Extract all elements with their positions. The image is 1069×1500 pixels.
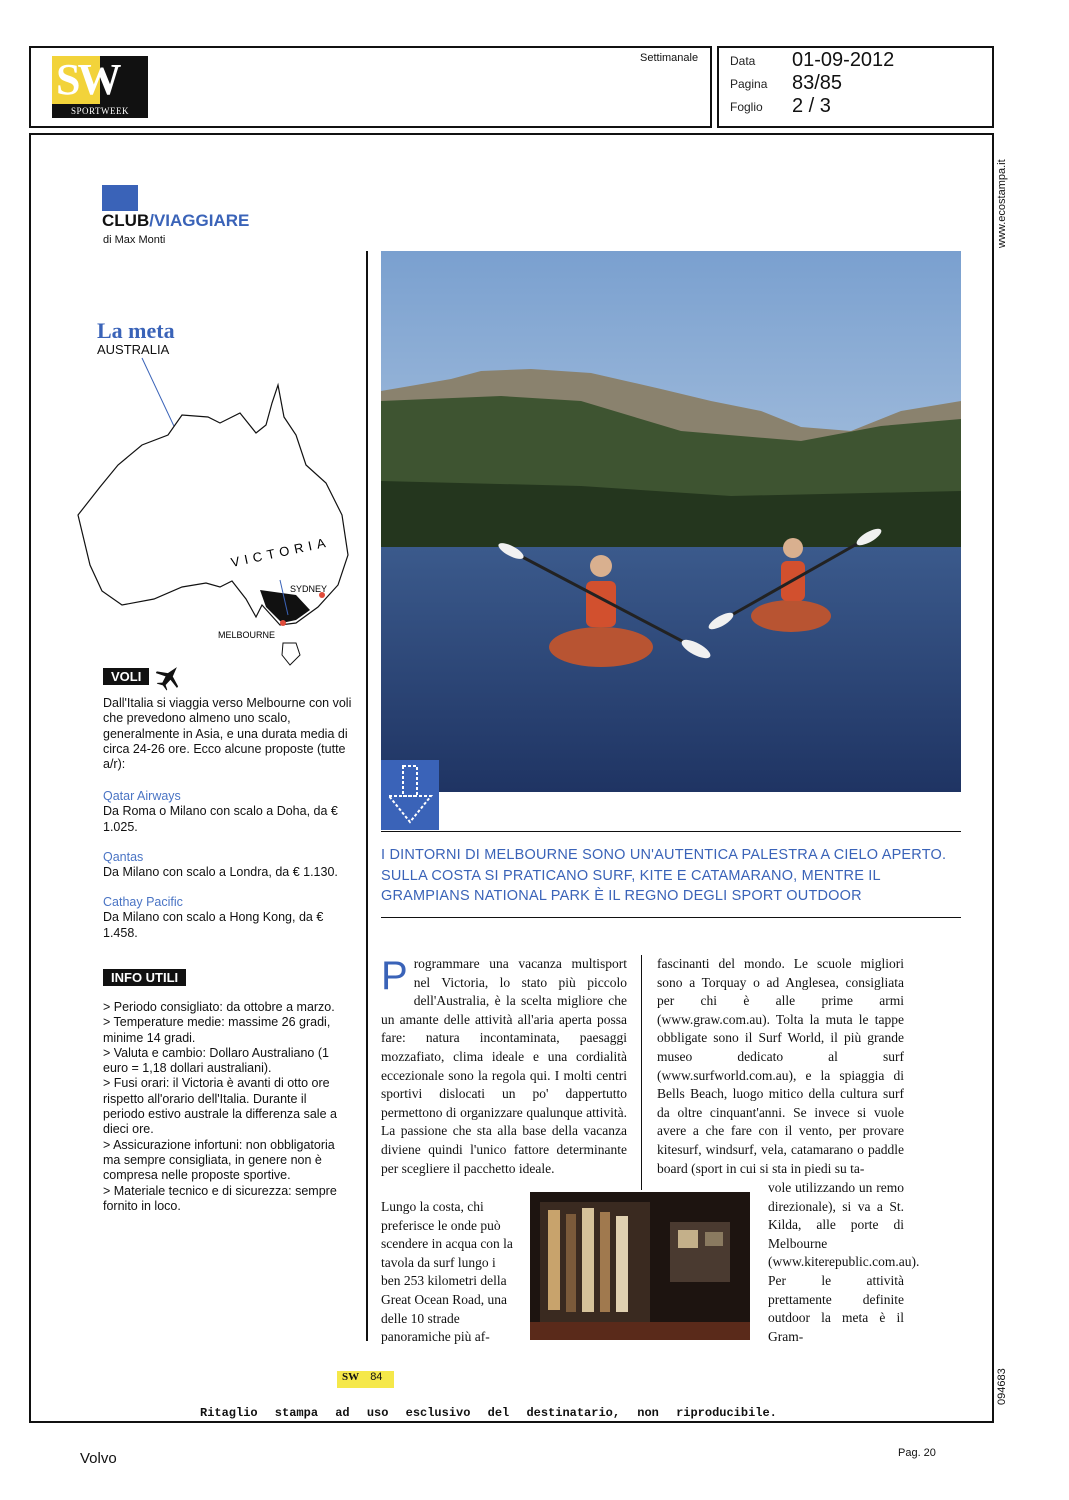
airplane-icon: [156, 663, 184, 691]
article-deck: I DINTORNI DI MELBOURNE SONO UN'AUTENTICA PALESTRA A CIELO APERTO. SULLA COSTA SI PRATICANO SURF, KITE E CATAMARANO, MENTRE IL GRAMPIANS NATIONAL PARK È IL REGNO DEGLI SPORT OUTDOOR: [381, 847, 947, 904]
page-marker: SW 84: [337, 1371, 394, 1388]
airline-name: Qatar Airways: [103, 789, 181, 803]
client-name: Volvo: [80, 1450, 117, 1467]
info-item: > Valuta e cambio: Dollaro Australiano (1 euro = 1,18 dollari australiani).: [103, 1045, 329, 1076]
kayak-photo: [381, 251, 961, 792]
info-item: > Fusi orari: il Victoria è avanti di otto ore rispetto all'orario dell'Italia. Durante il periodo estivo australe la differenza sale a dieci ore.: [103, 1076, 337, 1137]
info-item: > Periodo consigliato: da ottobre a marzo.: [103, 1000, 335, 1014]
section-title: CLUB/VIAGGIARE: [102, 211, 250, 230]
airline-detail: Da Roma o Milano con scalo a Doha, da € 1.025.: [103, 804, 338, 834]
map-label-sydney: SYDNEY: [290, 584, 328, 594]
frequency-label: Settimanale: [640, 52, 699, 64]
page-number: Pag. 20: [898, 1447, 936, 1459]
meta-country: AUSTRALIA: [97, 342, 170, 357]
info-list: [103, 1000, 348, 1214]
airline-name: Qantas: [103, 850, 144, 864]
article-col-1-b: Lungo la costa, chi preferisce le onde può scendere in acqua con la tavola da surf lungo i ben 253 kilometri della Great Ocean Road, una delle 10 strade panoramiche più af-: [381, 1199, 513, 1345]
article-column-rule: [641, 955, 642, 1190]
map-label-victoria: VICTORIA: [229, 534, 332, 570]
info-heading: [103, 969, 186, 987]
airline-entry: [103, 895, 353, 941]
side-code: 094683: [996, 1368, 1008, 1405]
clipping-disclaimer: Ritaglio stampa ad uso esclusivo del destinatario, non riproducibile.: [200, 1406, 777, 1420]
airline-entry: [103, 850, 353, 881]
data-label: Data: [730, 54, 756, 68]
airline-detail: Da Milano con scalo a Londra, da € 1.130.: [103, 865, 338, 880]
airline-entry: [103, 789, 353, 835]
sportweek-logo: SW SPORTWEEK: [52, 56, 148, 118]
voli-heading: [103, 663, 184, 691]
foglio-value: 2 / 3: [792, 95, 831, 117]
info-item: > Temperature medie: massime 26 gradi, minime 14 gradi.: [103, 1015, 331, 1045]
info-item: > Assicurazione infortuni: non obbligatoria ma sempre consigliata, in genere non è compresa nelle proposte sportive.: [103, 1137, 335, 1183]
pagina-value: 83/85: [792, 72, 843, 94]
voli-intro: Dall'Italia si viaggia verso Melbourne con voli che prevedono almeno uno scalo, generalmente in Asia, e una durata media di circa 24-26 ore. Ecco alcune proposte (tutte a/r):: [103, 696, 352, 772]
arrow-down-badge: [381, 760, 439, 830]
data-value: 01-09-2012: [792, 49, 895, 71]
column-divider: [366, 251, 368, 1341]
byline: di Max Monti: [103, 234, 166, 246]
article-col-2: fascinanti del mondo. Le scuole migliori sono a Torquay o ad Anglesea, consigliata per chi è alle prime armi (www.graw.com.au). Tolta la muta le tappe obbligate sono il Surf World, il più grande museo dedicato al surf (www.surfworld.com.au), e la spiaggia di Bells Beach, luogo mitico della cultura surf da oltre cinquant'anni. Se invece si vuole avere a che fare con il vento, per provare kitesurf, windsurf, vela, catamarano o paddle board (sport in cui si sta in piedi su ta-: [657, 956, 904, 1176]
pagina-label: Pagina: [730, 77, 768, 91]
voli-label: VOLI: [103, 668, 149, 685]
dropcap: P: [381, 954, 408, 998]
arrow-down-icon: [381, 760, 439, 830]
australia-map: [70, 355, 360, 675]
side-site: www.ecostampa.it: [996, 159, 1008, 248]
club-logo-icon: [102, 185, 138, 211]
map-label-melbourne: MELBOURNE: [218, 630, 276, 640]
foglio-label: Foglio: [730, 100, 763, 114]
article-col-1: Programmare una vacanza multisport nel Victoria, lo stato più piccolo dell'Australia, è la scelta migliore che un amante delle attività all'aria aperta possa fare: natura incontaminata, paesaggi mozzafiato, clima ideale e una cordialità eccezionale sono la regola qui. I molti centri sportivi dislocati un po' dappertutto permettono di organizzare qualunque attività. La passione che sta alla base della vacanza diviene quindi l'unico fattore determinante per scegliere il pacchetto ideale.: [381, 954, 627, 1176]
info-item: > Materiale tecnico e di sicurezza: sempre fornito in loco.: [103, 1183, 337, 1213]
deck-rule-bottom: [381, 917, 961, 918]
airline-detail: Da Milano con scalo a Hong Kong, da € 1.458.: [103, 910, 324, 940]
deck-rule-top: [381, 831, 961, 832]
meta-title: La meta: [97, 318, 175, 343]
airline-name: Cathay Pacific: [103, 895, 183, 909]
info-label: INFO UTILI: [103, 969, 186, 986]
surf-museum-photo: [530, 1192, 750, 1340]
article-col-2-b: vole utilizzando un remo direzionale), si va a St. Kilda, alle porte di Melbourne (www.kiterepublic.com.au). Per le attività prettamente definite outdoor la meta è il Gram-: [768, 1180, 920, 1344]
